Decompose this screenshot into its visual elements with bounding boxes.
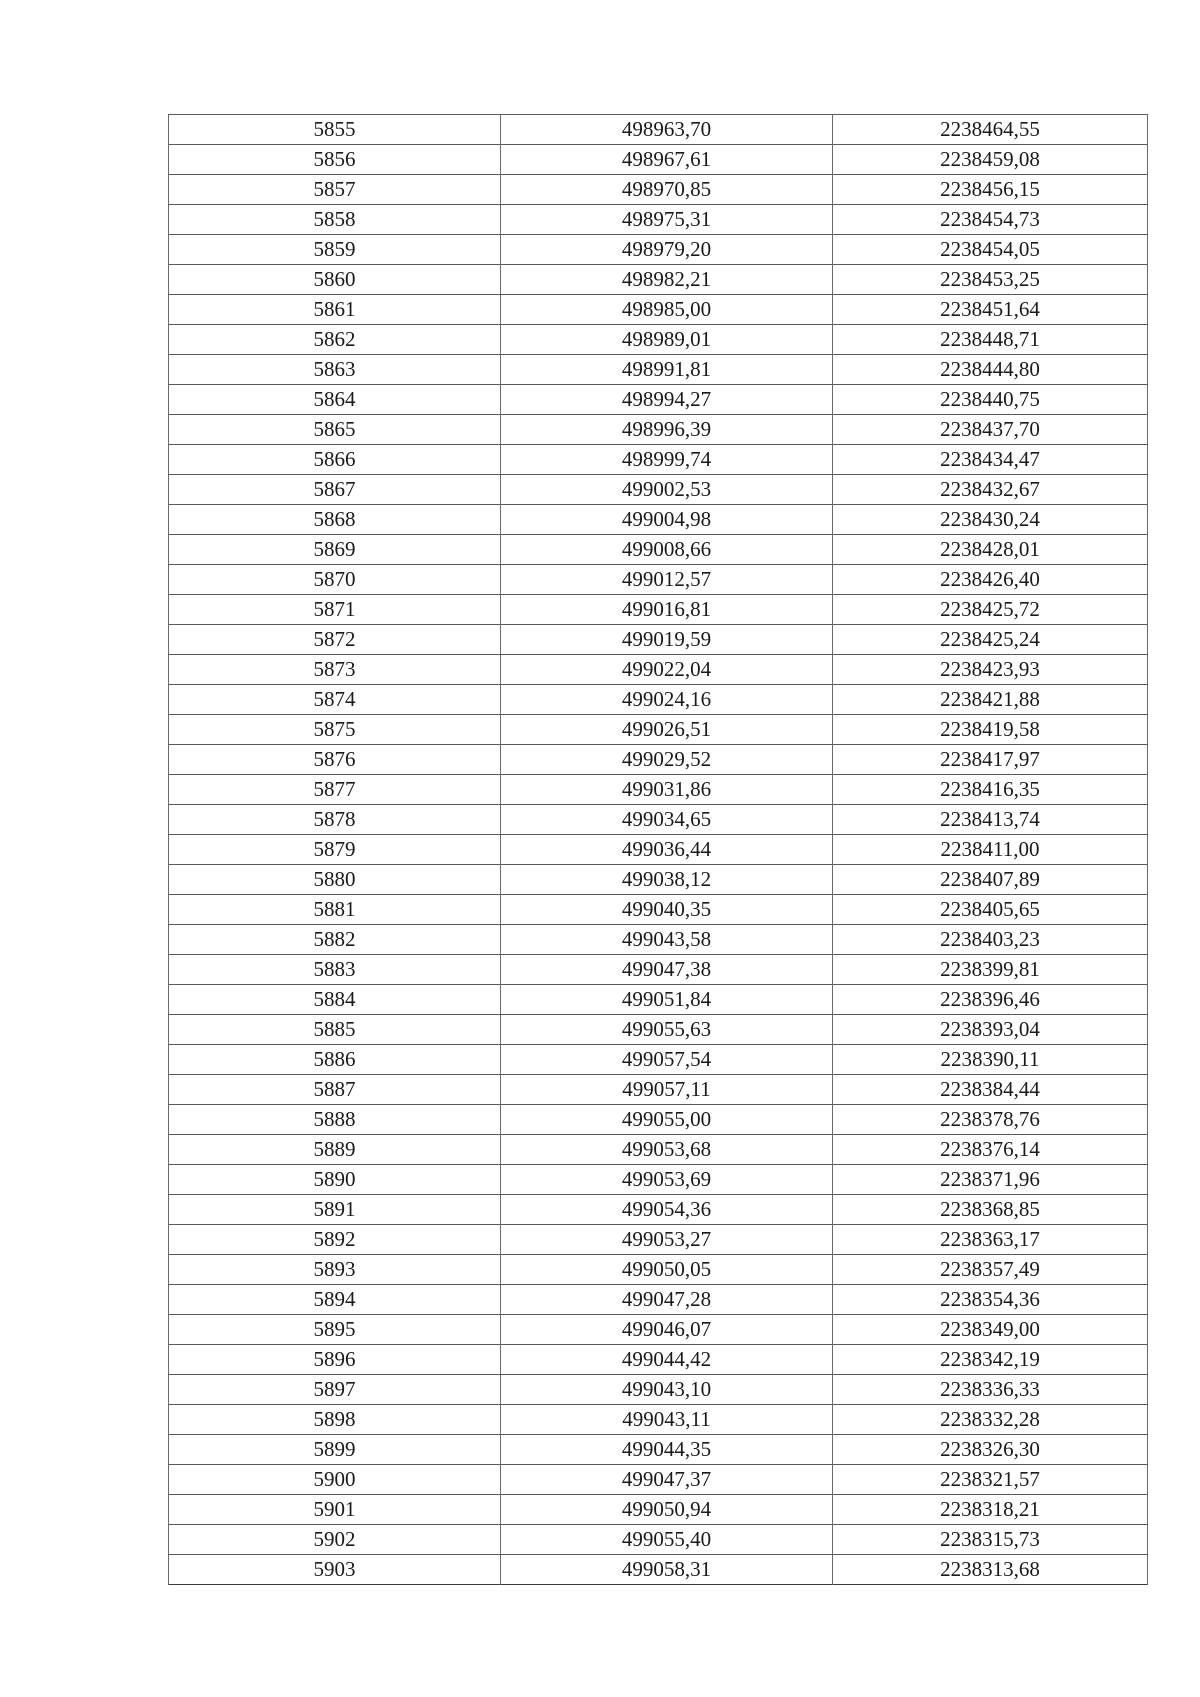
y-coordinate-cell: 2238417,97: [833, 745, 1148, 775]
table-row: [169, 625, 1148, 655]
table-row: [169, 805, 1148, 835]
table-row: [169, 325, 1148, 355]
x-coordinate-cell: 499031,86: [501, 775, 833, 805]
point-number-cell: 5888: [169, 1105, 501, 1135]
table-row: [169, 1285, 1148, 1315]
table-row: [169, 1495, 1148, 1525]
point-number-cell: 5875: [169, 715, 501, 745]
table-row: [169, 1225, 1148, 1255]
point-number-cell: 5893: [169, 1255, 501, 1285]
point-number-cell: 5864: [169, 385, 501, 415]
point-number-cell: 5882: [169, 925, 501, 955]
x-coordinate-cell: 498975,31: [501, 205, 833, 235]
x-coordinate-cell: 499058,31: [501, 1555, 833, 1585]
table-row: [169, 1435, 1148, 1465]
point-number-cell: 5859: [169, 235, 501, 265]
y-coordinate-cell: 2238451,64: [833, 295, 1148, 325]
x-coordinate-cell: 499044,42: [501, 1345, 833, 1375]
table-row: [169, 145, 1148, 175]
table-row: [169, 865, 1148, 895]
table-row: [169, 715, 1148, 745]
table-row: [169, 265, 1148, 295]
y-coordinate-cell: 2238421,88: [833, 685, 1148, 715]
y-coordinate-cell: 2238371,96: [833, 1165, 1148, 1195]
y-coordinate-cell: 2238416,35: [833, 775, 1148, 805]
x-coordinate-cell: 499016,81: [501, 595, 833, 625]
y-coordinate-cell: 2238423,93: [833, 655, 1148, 685]
table-row: [169, 235, 1148, 265]
table-row: [169, 1015, 1148, 1045]
point-number-cell: 5855: [169, 115, 501, 145]
x-coordinate-cell: 499053,27: [501, 1225, 833, 1255]
y-coordinate-cell: 2238425,24: [833, 625, 1148, 655]
table-row: [169, 925, 1148, 955]
point-number-cell: 5885: [169, 1015, 501, 1045]
point-number-cell: 5860: [169, 265, 501, 295]
x-coordinate-cell: 499026,51: [501, 715, 833, 745]
table-row: [169, 1075, 1148, 1105]
point-number-cell: 5900: [169, 1465, 501, 1495]
point-number-cell: 5874: [169, 685, 501, 715]
y-coordinate-cell: 2238428,01: [833, 535, 1148, 565]
y-coordinate-cell: 2238321,57: [833, 1465, 1148, 1495]
x-coordinate-cell: 499047,28: [501, 1285, 833, 1315]
x-coordinate-cell: 499043,10: [501, 1375, 833, 1405]
table-row: [169, 1345, 1148, 1375]
coordinates-table: [168, 114, 1148, 1585]
table-row: [169, 685, 1148, 715]
y-coordinate-cell: 2238315,73: [833, 1525, 1148, 1555]
table-row: [169, 955, 1148, 985]
x-coordinate-cell: 498991,81: [501, 355, 833, 385]
point-number-cell: 5872: [169, 625, 501, 655]
x-coordinate-cell: 499055,40: [501, 1525, 833, 1555]
y-coordinate-cell: 2238318,21: [833, 1495, 1148, 1525]
y-coordinate-cell: 2238448,71: [833, 325, 1148, 355]
table-row: [169, 1105, 1148, 1135]
y-coordinate-cell: 2238357,49: [833, 1255, 1148, 1285]
table-row: [169, 505, 1148, 535]
y-coordinate-cell: 2238454,05: [833, 235, 1148, 265]
table-row: [169, 295, 1148, 325]
point-number-cell: 5899: [169, 1435, 501, 1465]
x-coordinate-cell: 499055,63: [501, 1015, 833, 1045]
point-number-cell: 5887: [169, 1075, 501, 1105]
y-coordinate-cell: 2238440,75: [833, 385, 1148, 415]
y-coordinate-cell: 2238430,24: [833, 505, 1148, 535]
point-number-cell: 5865: [169, 415, 501, 445]
point-number-cell: 5873: [169, 655, 501, 685]
y-coordinate-cell: 2238313,68: [833, 1555, 1148, 1585]
table-row: [169, 655, 1148, 685]
y-coordinate-cell: 2238453,25: [833, 265, 1148, 295]
y-coordinate-cell: 2238426,40: [833, 565, 1148, 595]
x-coordinate-cell: 498989,01: [501, 325, 833, 355]
point-number-cell: 5869: [169, 535, 501, 565]
x-coordinate-cell: 499044,35: [501, 1435, 833, 1465]
y-coordinate-cell: 2238419,58: [833, 715, 1148, 745]
y-coordinate-cell: 2238368,85: [833, 1195, 1148, 1225]
point-number-cell: 5901: [169, 1495, 501, 1525]
y-coordinate-cell: 2238407,89: [833, 865, 1148, 895]
point-number-cell: 5856: [169, 145, 501, 175]
point-number-cell: 5877: [169, 775, 501, 805]
y-coordinate-cell: 2238376,14: [833, 1135, 1148, 1165]
coordinates-table-body: [169, 115, 1148, 1585]
x-coordinate-cell: 498967,61: [501, 145, 833, 175]
table-row: [169, 1255, 1148, 1285]
point-number-cell: 5896: [169, 1345, 501, 1375]
y-coordinate-cell: 2238378,76: [833, 1105, 1148, 1135]
table-row: [169, 1135, 1148, 1165]
x-coordinate-cell: 499036,44: [501, 835, 833, 865]
point-number-cell: 5867: [169, 475, 501, 505]
y-coordinate-cell: 2238399,81: [833, 955, 1148, 985]
y-coordinate-cell: 2238444,80: [833, 355, 1148, 385]
table-row: [169, 1165, 1148, 1195]
x-coordinate-cell: 498963,70: [501, 115, 833, 145]
x-coordinate-cell: 499050,05: [501, 1255, 833, 1285]
point-number-cell: 5862: [169, 325, 501, 355]
y-coordinate-cell: 2238363,17: [833, 1225, 1148, 1255]
point-number-cell: 5894: [169, 1285, 501, 1315]
x-coordinate-cell: 499050,94: [501, 1495, 833, 1525]
table-row: [169, 895, 1148, 925]
table-row: [169, 1195, 1148, 1225]
x-coordinate-cell: 499043,58: [501, 925, 833, 955]
table-row: [169, 1375, 1148, 1405]
x-coordinate-cell: 499008,66: [501, 535, 833, 565]
table-row: [169, 1555, 1148, 1585]
x-coordinate-cell: 498979,20: [501, 235, 833, 265]
x-coordinate-cell: 499034,65: [501, 805, 833, 835]
table-row: [169, 595, 1148, 625]
y-coordinate-cell: 2238390,11: [833, 1045, 1148, 1075]
y-coordinate-cell: 2238405,65: [833, 895, 1148, 925]
x-coordinate-cell: 499046,07: [501, 1315, 833, 1345]
x-coordinate-cell: 498999,74: [501, 445, 833, 475]
point-number-cell: 5889: [169, 1135, 501, 1165]
x-coordinate-cell: 498982,21: [501, 265, 833, 295]
x-coordinate-cell: 499057,54: [501, 1045, 833, 1075]
point-number-cell: 5881: [169, 895, 501, 925]
x-coordinate-cell: 499040,35: [501, 895, 833, 925]
y-coordinate-cell: 2238456,15: [833, 175, 1148, 205]
table-row: [169, 775, 1148, 805]
point-number-cell: 5895: [169, 1315, 501, 1345]
x-coordinate-cell: 499054,36: [501, 1195, 833, 1225]
table-row: [169, 1405, 1148, 1435]
point-number-cell: 5868: [169, 505, 501, 535]
y-coordinate-cell: 2238464,55: [833, 115, 1148, 145]
x-coordinate-cell: 499047,37: [501, 1465, 833, 1495]
y-coordinate-cell: 2238434,47: [833, 445, 1148, 475]
point-number-cell: 5863: [169, 355, 501, 385]
table-row: [169, 415, 1148, 445]
y-coordinate-cell: 2238413,74: [833, 805, 1148, 835]
x-coordinate-cell: 498985,00: [501, 295, 833, 325]
y-coordinate-cell: 2238432,67: [833, 475, 1148, 505]
y-coordinate-cell: 2238342,19: [833, 1345, 1148, 1375]
table-row: [169, 115, 1148, 145]
point-number-cell: 5858: [169, 205, 501, 235]
point-number-cell: 5890: [169, 1165, 501, 1195]
x-coordinate-cell: 499047,38: [501, 955, 833, 985]
point-number-cell: 5897: [169, 1375, 501, 1405]
table-row: [169, 355, 1148, 385]
x-coordinate-cell: 499055,00: [501, 1105, 833, 1135]
table-row: [169, 985, 1148, 1015]
x-coordinate-cell: 498996,39: [501, 415, 833, 445]
table-row: [169, 175, 1148, 205]
x-coordinate-cell: 499051,84: [501, 985, 833, 1015]
x-coordinate-cell: 499057,11: [501, 1075, 833, 1105]
point-number-cell: 5857: [169, 175, 501, 205]
table-row: [169, 835, 1148, 865]
table-row: [169, 535, 1148, 565]
y-coordinate-cell: 2238411,00: [833, 835, 1148, 865]
x-coordinate-cell: 499029,52: [501, 745, 833, 775]
point-number-cell: 5884: [169, 985, 501, 1015]
x-coordinate-cell: 498970,85: [501, 175, 833, 205]
table-row: [169, 205, 1148, 235]
x-coordinate-cell: 499012,57: [501, 565, 833, 595]
point-number-cell: 5903: [169, 1555, 501, 1585]
y-coordinate-cell: 2238396,46: [833, 985, 1148, 1015]
point-number-cell: 5891: [169, 1195, 501, 1225]
y-coordinate-cell: 2238354,36: [833, 1285, 1148, 1315]
point-number-cell: 5886: [169, 1045, 501, 1075]
x-coordinate-cell: 499004,98: [501, 505, 833, 535]
point-number-cell: 5871: [169, 595, 501, 625]
y-coordinate-cell: 2238393,04: [833, 1015, 1148, 1045]
y-coordinate-cell: 2238459,08: [833, 145, 1148, 175]
table-row: [169, 1315, 1148, 1345]
point-number-cell: 5883: [169, 955, 501, 985]
point-number-cell: 5878: [169, 805, 501, 835]
y-coordinate-cell: 2238326,30: [833, 1435, 1148, 1465]
point-number-cell: 5876: [169, 745, 501, 775]
y-coordinate-cell: 2238349,00: [833, 1315, 1148, 1345]
point-number-cell: 5892: [169, 1225, 501, 1255]
point-number-cell: 5870: [169, 565, 501, 595]
y-coordinate-cell: 2238454,73: [833, 205, 1148, 235]
point-number-cell: 5866: [169, 445, 501, 475]
x-coordinate-cell: 499038,12: [501, 865, 833, 895]
x-coordinate-cell: 498994,27: [501, 385, 833, 415]
table-row: [169, 565, 1148, 595]
table-row: [169, 1465, 1148, 1495]
x-coordinate-cell: 499053,68: [501, 1135, 833, 1165]
x-coordinate-cell: 499002,53: [501, 475, 833, 505]
point-number-cell: 5879: [169, 835, 501, 865]
y-coordinate-cell: 2238384,44: [833, 1075, 1148, 1105]
x-coordinate-cell: 499024,16: [501, 685, 833, 715]
y-coordinate-cell: 2238332,28: [833, 1405, 1148, 1435]
x-coordinate-cell: 499022,04: [501, 655, 833, 685]
y-coordinate-cell: 2238336,33: [833, 1375, 1148, 1405]
table-row: [169, 745, 1148, 775]
point-number-cell: 5880: [169, 865, 501, 895]
table-row: [169, 1045, 1148, 1075]
x-coordinate-cell: 499043,11: [501, 1405, 833, 1435]
x-coordinate-cell: 499019,59: [501, 625, 833, 655]
point-number-cell: 5902: [169, 1525, 501, 1555]
point-number-cell: 5861: [169, 295, 501, 325]
table-row: [169, 445, 1148, 475]
y-coordinate-cell: 2238403,23: [833, 925, 1148, 955]
y-coordinate-cell: 2238437,70: [833, 415, 1148, 445]
x-coordinate-cell: 499053,69: [501, 1165, 833, 1195]
table-row: [169, 475, 1148, 505]
table-row: [169, 385, 1148, 415]
point-number-cell: 5898: [169, 1405, 501, 1435]
table-row: [169, 1525, 1148, 1555]
y-coordinate-cell: 2238425,72: [833, 595, 1148, 625]
